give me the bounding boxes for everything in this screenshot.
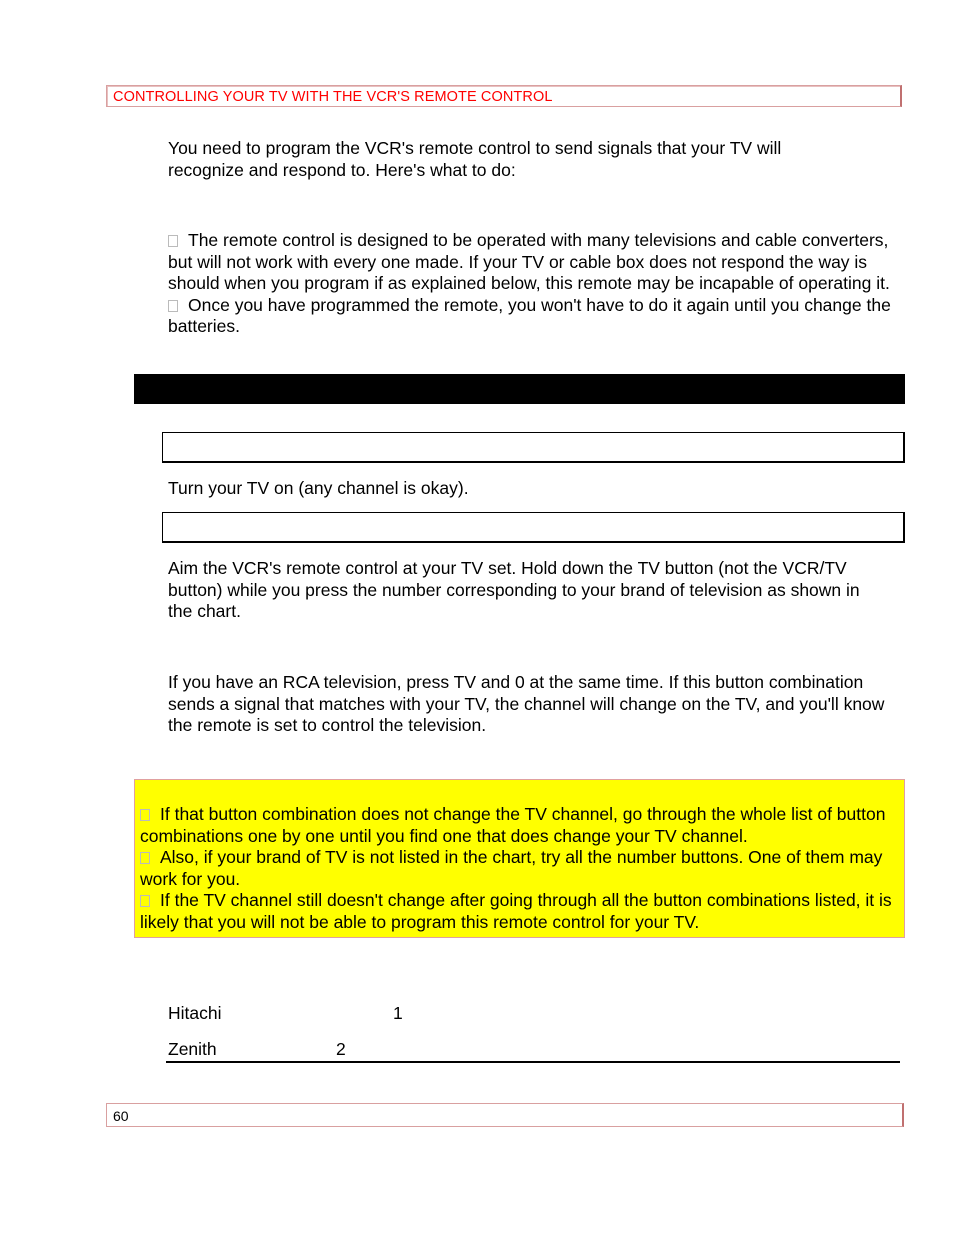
- step-2-text: Aim the VCR's remote control at your TV set. Hold down the TV button (not the VCR/TV button) while you press the number corresponding to your brand of television as shown in the chart.: [168, 558, 860, 621]
- bullet-icon: [140, 895, 150, 907]
- step-1-text: Turn your TV on (any channel is okay).: [168, 478, 469, 498]
- bullet-icon: [140, 852, 150, 864]
- page-number: 60: [113, 1108, 129, 1124]
- step-1-box: [162, 432, 905, 463]
- page-footer: [106, 1103, 904, 1127]
- notes-section: [168, 230, 898, 338]
- chart-brand-zenith: Zenith: [168, 1039, 217, 1059]
- intro-paragraph: [168, 138, 903, 181]
- note-bullet-1: [168, 230, 898, 295]
- header-title: CONTROLLING YOUR TV WITH THE VCR'S REMOTE CONTROL: [113, 89, 553, 105]
- tip-1-text: If that button combination does not change the TV channel, go through the whole list of button combinations one by one until you find one that does change your TV channel.: [140, 804, 886, 846]
- note-bullet-2-text: Once you have programmed the remote, you won't have to do it again until you change the batteries.: [168, 294, 891, 336]
- chart-brand-hitachi: Hitachi: [168, 1003, 222, 1023]
- tips-list: [140, 804, 898, 933]
- tip-1: [140, 804, 898, 847]
- tip-2-text: Also, if your brand of TV is not listed in the chart, try all the number buttons. One of them may work for you.: [140, 847, 883, 889]
- tip-3-text: If the TV channel still doesn't change after going through all the button combinations listed, it is likely that you will not be able to program this remote control for your TV.: [140, 890, 892, 932]
- step-2-box: [162, 512, 905, 543]
- note-bullet-1-text: The remote control is designed to be operated with many televisions and cable converters, but will not work with every one made. If your TV or cable box does not respond the way is should when you program if as explained below, this remote may be incapable of operating it.: [168, 230, 890, 293]
- tips-box: [134, 779, 905, 938]
- bullet-icon: [140, 809, 150, 821]
- example-text: If you have an RCA television, press TV and 0 at the same time. If this button combination sends a signal that matches with your TV, the channel will change on the TV, and you'll know the remote is set to control the television.: [168, 672, 885, 735]
- tip-3: [140, 890, 898, 933]
- intro-line-1: You need to program the VCR's remote control to send signals that your TV will: [168, 138, 782, 158]
- tip-2: [140, 847, 898, 890]
- note-bullet-2: [168, 295, 898, 338]
- chart-code-hitachi: 1: [393, 1003, 403, 1023]
- chart-divider: [166, 1061, 900, 1063]
- page-header: [106, 85, 902, 107]
- bullet-icon: [168, 300, 178, 312]
- chart-code-zenith: 2: [336, 1039, 346, 1059]
- section-header-bar: [134, 374, 905, 404]
- bullet-icon: [168, 235, 178, 247]
- intro-line-2: recognize and respond to. Here's what to do:: [168, 159, 516, 180]
